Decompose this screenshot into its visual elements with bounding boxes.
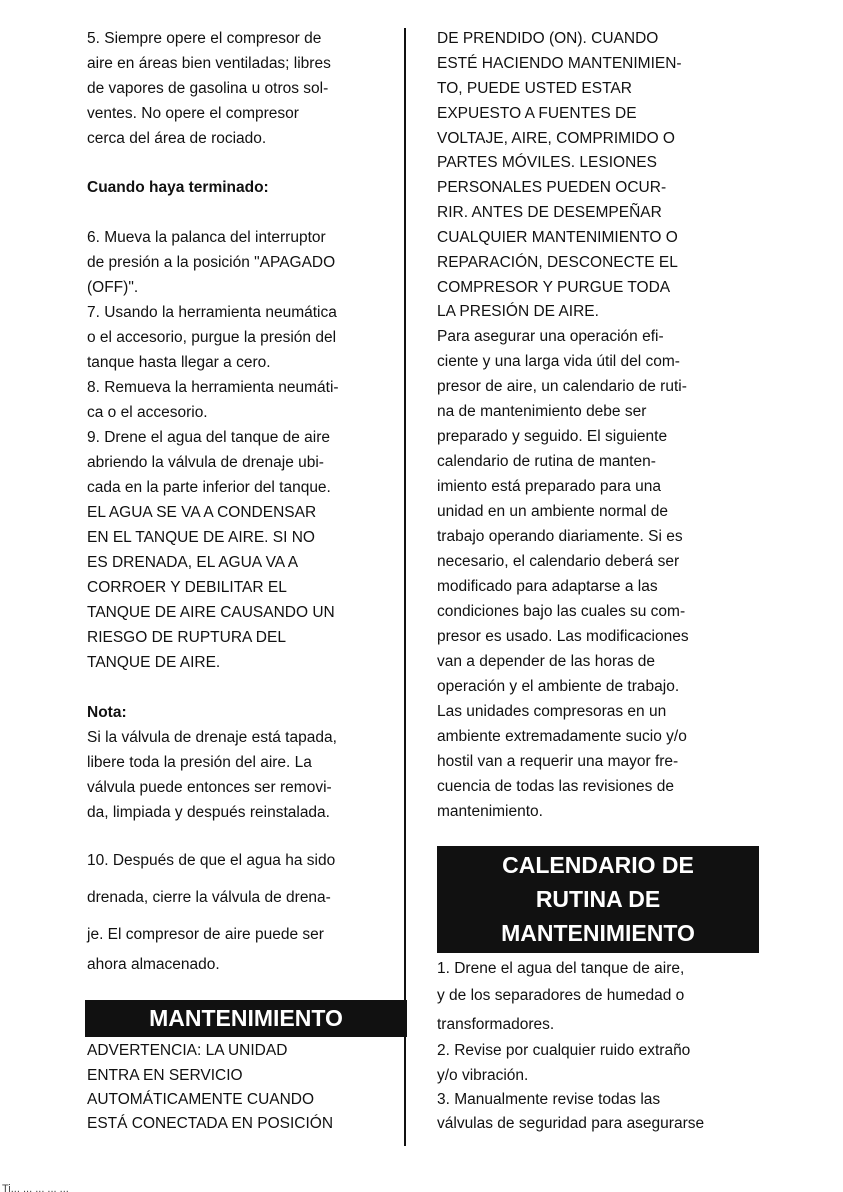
text-line: je. El compresor de aire puede ser	[87, 926, 324, 943]
warning-line: ES DRENADA, EL AGUA VA A	[87, 554, 299, 571]
text-line: modificado para adaptarse a las	[437, 578, 658, 595]
text-line: hostil van a requerir una mayor fre-	[437, 753, 679, 770]
warning-line: ENTRA EN SERVICIO	[87, 1067, 243, 1084]
text-line: y de los separadores de humedad o	[437, 987, 685, 1004]
text-line: Para asegurar una operación efi-	[437, 328, 664, 345]
warning-line: ADVERTENCIA: LA UNIDAD	[87, 1042, 288, 1059]
warning-line: LA PRESIÓN DE AIRE.	[437, 303, 599, 320]
text-line: 9. Drene el agua del tanque de aire	[87, 429, 331, 446]
text-line: ambiente extremadamente sucio y/o	[437, 728, 687, 745]
warning-line: TANQUE DE AIRE.	[87, 654, 221, 671]
text-line: Las unidades compresoras en un	[437, 703, 667, 720]
text-line: 7. Usando la herramienta neumática	[87, 304, 337, 321]
warning-line: REPARACIÓN, DESCONECTE EL	[437, 254, 678, 271]
text-line: transformadores.	[437, 1016, 555, 1033]
text-line: ventes. No opere el compresor	[87, 105, 299, 122]
warning-line: EN EL TANQUE DE AIRE. SI NO	[87, 529, 315, 546]
warning-line: COMPRESOR Y PURGUE TODA	[437, 279, 671, 296]
text-line: 6. Mueva la palanca del interruptor	[87, 229, 326, 246]
heading-cuando-haya-terminado: Cuando haya terminado:	[87, 179, 269, 196]
text-line: van a depender de las horas de	[437, 653, 656, 670]
warning-line: AUTOMÁTICAMENTE CUANDO	[87, 1091, 315, 1108]
text-line: de presión a la posición "APAGADO	[87, 254, 336, 271]
text-line: Si la válvula de drenaje está tapada,	[87, 729, 337, 746]
banner-line: RUTINA DE	[535, 886, 661, 912]
warning-line: RIR. ANTES DE DESEMPEÑAR	[437, 204, 662, 221]
text-line: cada en la parte inferior del tanque.	[87, 479, 331, 496]
warning-line: VOLTAJE, AIRE, COMPRIMIDO O	[437, 130, 675, 147]
warning-line: EL AGUA SE VA A CONDENSAR	[87, 504, 317, 521]
text-line: 10. Después de que el agua ha sido	[87, 852, 336, 869]
section-banner-calendario	[437, 846, 759, 953]
column-divider	[404, 28, 406, 1146]
text-line: operación y el ambiente de trabajo.	[437, 678, 680, 695]
text-line: 1. Drene el agua del tanque de aire,	[437, 960, 685, 977]
text-line: calendario de rutina de manten-	[437, 453, 656, 470]
warning-line: CORROER Y DEBILITAR EL	[87, 579, 287, 596]
text-line: unidad en un ambiente normal de	[437, 503, 668, 520]
text-line: da, limpiada y después reinstalada.	[87, 804, 330, 821]
warning-line: CUALQUIER MANTENIMIENTO O	[437, 229, 678, 246]
warning-line: ESTÉ HACIENDO MANTENIMIEN-	[437, 55, 682, 72]
text-line: drenada, cierre la válvula de drena-	[87, 889, 331, 906]
section-banner-mantenimiento: MANTENIMIENTO	[85, 1000, 407, 1037]
text-line: 8. Remueva la herramienta neumáti-	[87, 379, 339, 396]
text-line: (OFF)".	[87, 279, 139, 296]
text-line: tanque hasta llegar a cero.	[87, 354, 271, 371]
text-line: presor de aire, un calendario de ruti-	[437, 378, 687, 395]
text-line: o el accesorio, purgue la presión del	[87, 329, 337, 346]
text-line: y/o vibración.	[437, 1067, 529, 1084]
cropped-footer-text: Ti... ... ... ... ...	[2, 1184, 69, 1192]
warning-line: PERSONALES PUEDEN OCUR-	[437, 179, 667, 196]
heading-nota: Nota:	[87, 704, 127, 721]
text-line: aire en áreas bien ventiladas; libres	[87, 55, 331, 72]
text-line: condiciones bajo las cuales su com-	[437, 603, 686, 620]
text-line: ca o el accesorio.	[87, 404, 208, 421]
text-line: presor es usado. Las modificaciones	[437, 628, 689, 645]
text-line: ahora almacenado.	[87, 956, 220, 973]
text-line: imiento está preparado para una	[437, 478, 662, 495]
text-line: 3. Manualmente revise todas las	[437, 1091, 661, 1108]
banner-line: MANTENIMIENTO	[501, 920, 695, 946]
warning-line: PARTES MÓVILES. LESIONES	[437, 154, 657, 171]
text-line: cerca del área de rociado.	[87, 130, 267, 147]
text-line: na de mantenimiento debe ser	[437, 403, 647, 420]
text-line: preparado y seguido. El siguiente	[437, 428, 668, 445]
text-line: 5. Siempre opere el compresor de	[87, 30, 322, 47]
text-line: válvula puede entonces ser removi-	[87, 779, 332, 796]
text-line: 2. Revise por cualquier ruido extraño	[437, 1042, 691, 1059]
text-line: de vapores de gasolina u otros sol-	[87, 80, 329, 97]
text-line: ciente y una larga vida útil del com-	[437, 353, 680, 370]
text-line: cuencia de todas las revisiones de	[437, 778, 674, 795]
warning-line: ESTÁ CONECTADA EN POSICIÓN	[87, 1115, 334, 1132]
warning-line: DE PRENDIDO (ON). CUANDO	[437, 30, 659, 47]
text-line: trabajo operando diariamente. Si es	[437, 528, 683, 545]
text-line: mantenimiento.	[437, 803, 543, 820]
warning-line: RIESGO DE RUPTURA DEL	[87, 629, 286, 646]
text-line: necesario, el calendario deberá ser	[437, 553, 680, 570]
text-line: abriendo la válvula de drenaje ubi-	[87, 454, 324, 471]
warning-line: TO, PUEDE USTED ESTAR	[437, 80, 632, 97]
warning-line: EXPUESTO A FUENTES DE	[437, 105, 637, 122]
text-line: válvulas de seguridad para asegurarse	[437, 1115, 705, 1132]
text-line: libere toda la presión del aire. La	[87, 754, 312, 771]
banner-line: CALENDARIO DE	[502, 852, 694, 878]
warning-line: TANQUE DE AIRE CAUSANDO UN	[87, 604, 335, 621]
